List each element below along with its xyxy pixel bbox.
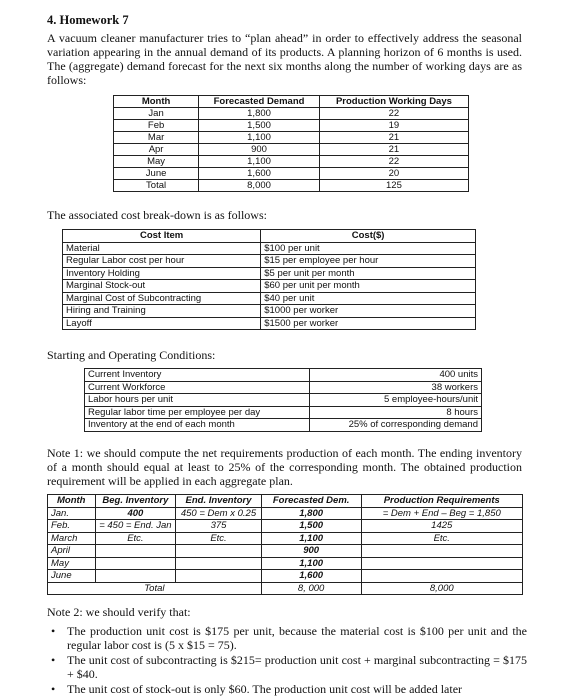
condition-label-cell: Inventory at the end of each month xyxy=(85,419,310,432)
cost-value-cell: $60 per unit per month xyxy=(261,280,476,293)
table-cell xyxy=(361,545,523,558)
conditions-table xyxy=(84,368,482,432)
table-row xyxy=(63,267,476,280)
table-cell: Etc. xyxy=(95,532,176,545)
cost-item-cell: Marginal Cost of Subcontracting xyxy=(63,292,261,305)
header-production-requirements: Production Requirements xyxy=(361,495,523,508)
table-row xyxy=(48,520,523,533)
table-cell: 8,000 xyxy=(199,180,320,192)
bullet-icon: • xyxy=(51,682,56,696)
table-cell: 21 xyxy=(319,144,468,156)
list-item xyxy=(47,624,527,652)
header-forecasted-demand: Forecasted Demand xyxy=(199,96,320,108)
table-cell: 375 xyxy=(176,520,262,533)
cost-item-cell: Regular Labor cost per hour xyxy=(63,255,261,268)
cost-item-cell: Layoff xyxy=(63,317,261,330)
table-cell: 900 xyxy=(199,144,320,156)
table-cell xyxy=(176,557,262,570)
table-cell: Feb xyxy=(114,120,199,132)
table-cell: 22 xyxy=(319,156,468,168)
table-cell: April xyxy=(48,545,96,558)
table-cell: March xyxy=(48,532,96,545)
table-cell xyxy=(95,545,176,558)
table-cell xyxy=(95,570,176,583)
table-cell: = 450 = End. Jan xyxy=(95,520,176,533)
table-cell: 19 xyxy=(319,120,468,132)
cost-value-cell: $1500 per worker xyxy=(261,317,476,330)
list-item xyxy=(47,682,527,696)
table-row xyxy=(114,144,469,156)
table-row xyxy=(114,156,469,168)
cost-value-cell: $40 per unit xyxy=(261,292,476,305)
table-row xyxy=(63,317,476,330)
table-cell: 22 xyxy=(319,108,468,120)
table-row xyxy=(114,108,469,120)
table-row xyxy=(48,570,523,583)
table-cell: Etc. xyxy=(176,532,262,545)
plan-table xyxy=(47,494,523,595)
intro-paragraph: A vacuum cleaner manufacturer tries to “plan ahead” in order to effectively address the seasonal variation appearing in the annual demand of its products. A planning horizon of 6 months is used. The (aggregate) demand forecast for the next six months along the number of working days are as follows: xyxy=(47,31,522,87)
table-row xyxy=(114,180,469,192)
bullet-text: The unit cost of subcontracting is $215= production unit cost + marginal subcontracting = $175 + $40. xyxy=(67,653,527,681)
bullet-list xyxy=(47,624,527,697)
table-cell: Etc. xyxy=(361,532,523,545)
table-cell: 1425 xyxy=(361,520,523,533)
header-plan-month: Month xyxy=(48,495,96,508)
header-end-inventory: End. Inventory xyxy=(176,495,262,508)
header-month: Month xyxy=(114,96,199,108)
table-cell: 400 xyxy=(95,507,176,520)
condition-label-cell: Current Inventory xyxy=(85,369,310,382)
cost-value-cell: $1000 per worker xyxy=(261,305,476,318)
table-cell xyxy=(176,570,262,583)
table-cell: Apr xyxy=(114,144,199,156)
cost-value-cell: $5 per unit per month xyxy=(261,267,476,280)
table-row xyxy=(63,280,476,293)
table-row xyxy=(63,255,476,268)
table-cell: 1,800 xyxy=(199,108,320,120)
cost-intro: The associated cost break-down is as follows: xyxy=(47,208,267,222)
header-beg-inventory: Beg. Inventory xyxy=(95,495,176,508)
table-row xyxy=(48,507,523,520)
condition-value-cell: 5 employee-hours/unit xyxy=(310,394,482,407)
demand-table xyxy=(113,95,469,192)
table-cell: May xyxy=(48,557,96,570)
list-item xyxy=(47,653,527,681)
table-cell: 1,500 xyxy=(261,520,361,533)
cost-value-cell: $15 per employee per hour xyxy=(261,255,476,268)
table-row xyxy=(48,532,523,545)
table-row xyxy=(48,545,523,558)
table-cell xyxy=(95,557,176,570)
table-cell: 1,600 xyxy=(261,570,361,583)
table-cell: Feb. xyxy=(48,520,96,533)
note1-paragraph: Note 1: we should compute the net requirements production of each month. The ending inventory of a month should equal at least to 25% of the corresponding month. The obtained production requirement will be applied in each aggregate plan. xyxy=(47,446,522,488)
table-cell: 1,800 xyxy=(261,507,361,520)
table-cell: Jan. xyxy=(48,507,96,520)
note2-paragraph: Note 2: we should verify that: xyxy=(47,605,191,619)
table-row xyxy=(85,419,482,432)
table-cell: 1,100 xyxy=(261,532,361,545)
table-cell: 1,100 xyxy=(199,156,320,168)
table-cell: Mar xyxy=(114,132,199,144)
table-row xyxy=(63,305,476,318)
table-cell xyxy=(176,545,262,558)
table-row xyxy=(48,557,523,570)
bullet-text: The production unit cost is $175 per unit, because the material cost is $100 per unit and the regular labor cost is (5 x $15 = 75). xyxy=(67,624,527,652)
table-row xyxy=(63,292,476,305)
condition-value-cell: 8 hours xyxy=(310,406,482,419)
bullet-text: The unit cost of stock-out is only $60. The production unit cost will be added later xyxy=(67,682,463,696)
table-cell: 450 = Dem x 0.25 xyxy=(176,507,262,520)
table-row xyxy=(114,132,469,144)
header-working-days: Production Working Days xyxy=(319,96,468,108)
cost-item-cell: Hiring and Training xyxy=(63,305,261,318)
condition-value-cell: 400 units xyxy=(310,369,482,382)
table-cell: Total xyxy=(114,180,199,192)
cost-value-cell: $100 per unit xyxy=(261,242,476,255)
table-cell xyxy=(361,557,523,570)
section-heading: 4. Homework 7 xyxy=(47,13,129,27)
bullet-icon: • xyxy=(51,653,56,667)
header-cost-item: Cost Item xyxy=(63,230,261,243)
table-row xyxy=(63,242,476,255)
condition-value-cell: 38 workers xyxy=(310,381,482,394)
table-row xyxy=(85,381,482,394)
plan-table-header-row xyxy=(48,495,523,508)
table-cell: 1,500 xyxy=(199,120,320,132)
total-label: Total xyxy=(48,582,262,595)
table-cell: June xyxy=(114,168,199,180)
table-cell: 20 xyxy=(319,168,468,180)
condition-label-cell: Current Workforce xyxy=(85,381,310,394)
cost-table-header-row xyxy=(63,230,476,243)
total-demand: 8, 000 xyxy=(261,582,361,595)
table-cell: 900 xyxy=(261,545,361,558)
condition-label-cell: Labor hours per unit xyxy=(85,394,310,407)
cost-item-cell: Marginal Stock-out xyxy=(63,280,261,293)
table-cell: 1,100 xyxy=(199,132,320,144)
total-row xyxy=(48,582,523,595)
demand-table-header-row xyxy=(114,96,469,108)
conditions-intro: Starting and Operating Conditions: xyxy=(47,348,216,362)
cost-table xyxy=(62,229,476,330)
table-row xyxy=(85,369,482,382)
table-cell: 1,100 xyxy=(261,557,361,570)
table-row xyxy=(85,406,482,419)
table-cell: 1,600 xyxy=(199,168,320,180)
total-production: 8,000 xyxy=(361,582,523,595)
cost-item-cell: Material xyxy=(63,242,261,255)
table-row xyxy=(114,120,469,132)
header-cost: Cost($) xyxy=(261,230,476,243)
bullet-icon: • xyxy=(51,624,56,638)
table-cell: 125 xyxy=(319,180,468,192)
table-cell: May xyxy=(114,156,199,168)
table-row xyxy=(85,394,482,407)
table-cell: June xyxy=(48,570,96,583)
table-cell xyxy=(361,570,523,583)
table-row xyxy=(114,168,469,180)
table-cell: = Dem + End – Beg = 1,850 xyxy=(361,507,523,520)
condition-label-cell: Regular labor time per employee per day xyxy=(85,406,310,419)
cost-item-cell: Inventory Holding xyxy=(63,267,261,280)
table-cell: Jan xyxy=(114,108,199,120)
table-cell: 21 xyxy=(319,132,468,144)
header-forecasted-dem: Forecasted Dem. xyxy=(261,495,361,508)
condition-value-cell: 25% of corresponding demand xyxy=(310,419,482,432)
